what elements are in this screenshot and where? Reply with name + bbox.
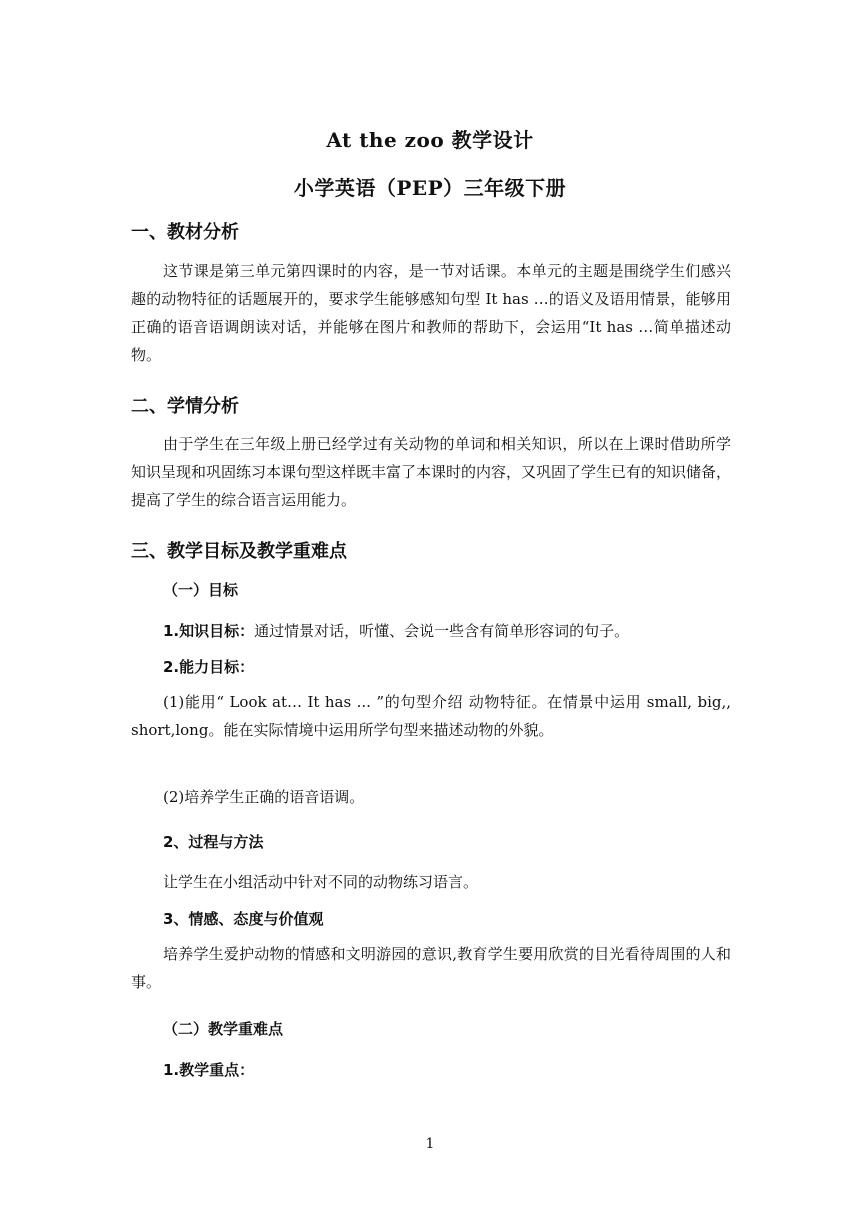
- emotion-values-heading: 3、情感、态度与价值观: [163, 910, 324, 928]
- knowledge-goal-text: 通过情景对话，听懂、会说一些含有简单形容词的句子。: [254, 622, 630, 640]
- ability-goal-item-2: (2)培养学生正确的语音语调。: [163, 788, 365, 806]
- document-subtitle: 小学英语（PEP）三年级下册: [293, 176, 567, 200]
- ability-goal-item-1: (1)能用“ Look at… It has ... ”的句型介绍 动物特征。在情景中运用 small, big,, short,long。能在实际情境中运用所学句型来描述动物的外貌。: [131, 693, 731, 739]
- subsection-heading-goals: （一）目标: [163, 581, 239, 599]
- section-heading-student-analysis: 二、学情分析: [131, 396, 239, 417]
- knowledge-goal-line: [163, 620, 629, 641]
- section-heading-material-analysis: 一、教材分析: [131, 222, 239, 243]
- ability-goal-label: 2.能力目标：: [163, 658, 255, 676]
- keypoint-1-label: 1.教学重点：: [163, 1061, 255, 1079]
- process-method-heading: 2、过程与方法: [163, 833, 264, 851]
- document-title: At the zoo 教学设计: [326, 128, 534, 152]
- page-number: 1: [425, 1136, 435, 1152]
- section-body-student-analysis: 由于学生在三年级上册已经学过有关动物的单词和相关知识，所以在上课时借助所学知识呈现和巩固练习本课句型这样既丰富了本课时的内容，又巩固了学生已有的知识储备，提高了学生的综合语言运用能力。: [131, 435, 732, 509]
- process-method-text: 让学生在小组活动中针对不同的动物练习语言。: [163, 873, 479, 891]
- section-body-material-analysis: 这节课是第三单元第四课时的内容，是一节对话课。本单元的主题是围绕学生们感兴趣的动物特征的话题展开的，要求学生能够感知句型 It has …的语义及语用情景，能够用正确的语音语调朗读对话，并能够在图片和教师的帮助下，会运用“It has …简单描述动物。: [131, 262, 731, 364]
- subsection-heading-keypoints: （二）教学重难点: [163, 1020, 284, 1038]
- knowledge-goal-label: 1.知识目标：: [163, 622, 255, 640]
- section-heading-goals-and-keypoints: 三、教学目标及教学重难点: [131, 541, 347, 562]
- emotion-values-text: 培养学生爱护动物的情感和文明游园的意识,教育学生要用欣赏的目光看待周围的人和事。: [131, 945, 731, 991]
